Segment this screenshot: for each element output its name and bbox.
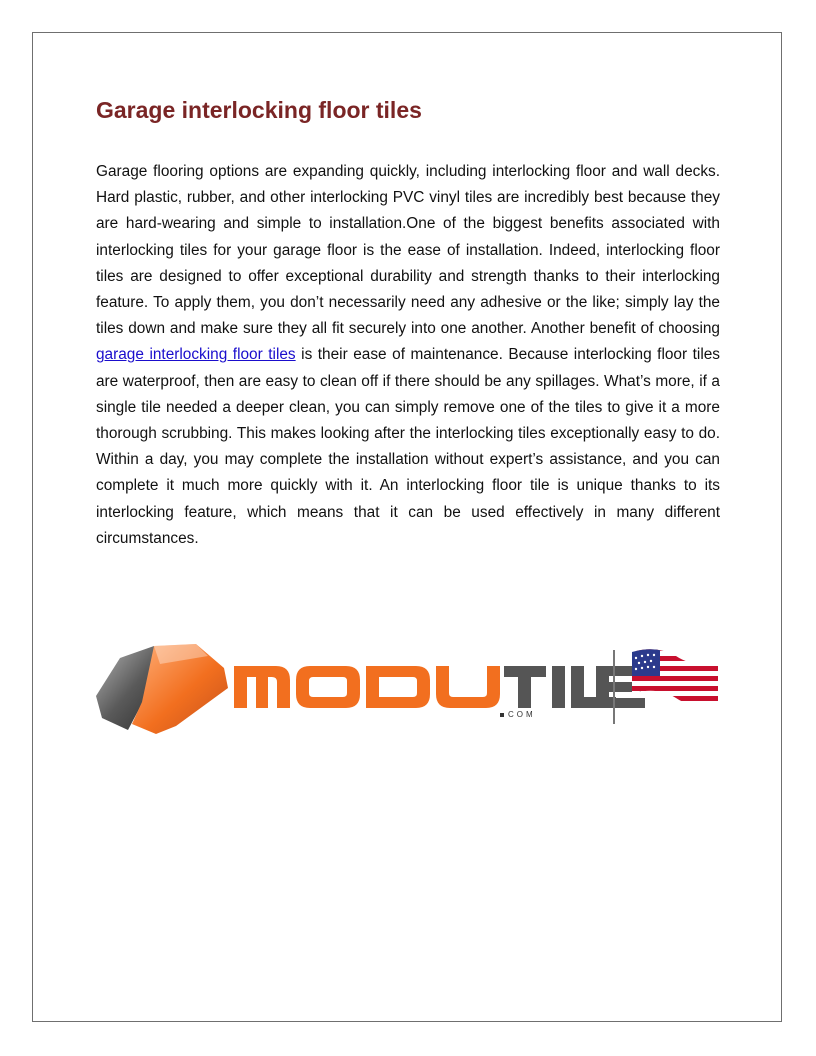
document-body: [96, 159, 720, 552]
garage-tiles-link[interactable]: garage interlocking floor tiles: [96, 346, 296, 364]
body-text-before-link: Garage flooring options are expanding quickly, including interlocking floor and wall decks. Hard plastic, rubber, and other interlocking PVC vinyl tiles are incredibly best because they are hard-wearing and simple to installation.One of the biggest benefits associated with interlocking tiles for your garage floor is the ease of installation. Indeed, interlocking floor tiles are designed to offer exceptional durability and strength thanks to their interlocking feature. To apply them, you don’t necessarily need any adhesive or the like; simply lay the tiles down and make sure they all fit securely into one another. Another benefit of choosing: [96, 163, 720, 338]
document-title: Garage interlocking floor tiles: [96, 97, 422, 123]
logo-letter-o: [296, 666, 360, 708]
logo-letter-i: [552, 666, 565, 708]
logo-letter-u: [436, 666, 500, 708]
body-text-after-link: is their ease of maintenance. Because interlocking floor tiles are waterproof, then are easy to clean off if there should be any spillages. What’s more, if a single tile needed a deeper clean, you can simply remove one of the tiles to give it a more thorough scrubbing. This makes looking after the interlocking tiles exceptionally easy to do. Within a day, you may complete the installation without expert’s assistance, and you can complete it much more quickly with it. An interlocking floor tile is unique thanks to its interlocking feature, which means that it can be used effectively in many different circumstances.: [96, 346, 720, 547]
modutile-logo: [96, 642, 722, 738]
logo-letter-t: [504, 666, 546, 708]
logo-divider: [613, 650, 615, 724]
svg-text:COM: COM: [508, 710, 536, 719]
tile-emblem-icon: [96, 644, 228, 734]
logo-dotcom: [500, 710, 536, 719]
logo-letter-m: [234, 666, 290, 708]
logo-letter-d: [366, 666, 430, 708]
